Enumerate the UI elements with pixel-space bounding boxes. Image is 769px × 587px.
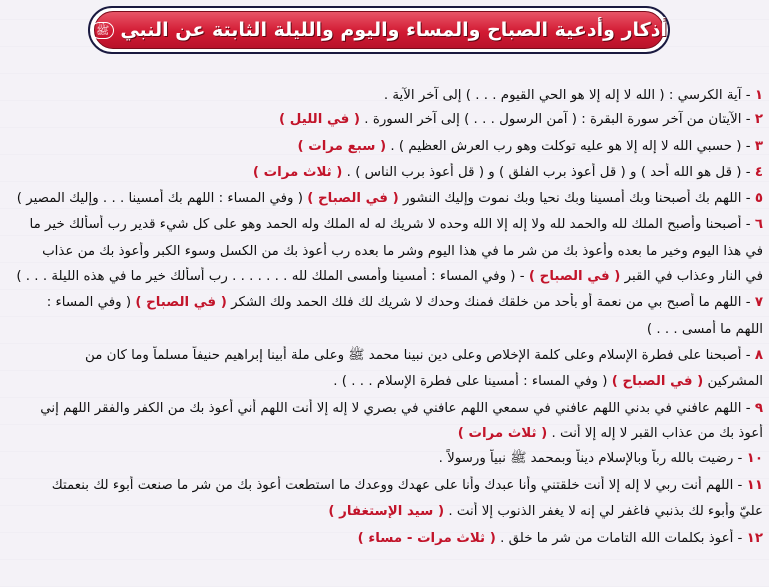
dhikr-line bbox=[6, 293, 763, 313]
page-title: أذكار وأدعية الصباح والمساء واليوم والليلة الثابتة عن النبي bbox=[120, 19, 667, 41]
item-number: ١ bbox=[754, 88, 763, 103]
item-number: ٥ bbox=[754, 191, 763, 206]
dhikr-line bbox=[6, 189, 763, 209]
dhikr-line bbox=[6, 424, 763, 444]
dhikr-text: - أعوذ بكلمات الله التامات من شر ما خلق . bbox=[495, 531, 747, 546]
dhikr-line bbox=[6, 449, 763, 469]
dhikr-line bbox=[6, 529, 763, 549]
dhikr-text: في النار وعذاب في القبر bbox=[620, 269, 763, 284]
repetition-note: ( في الصباح ) bbox=[528, 269, 621, 284]
dhikr-text: اللهم ما أمسى . . . ) bbox=[646, 322, 763, 337]
dhikr-text-tail: ( وفي المساء : bbox=[46, 295, 136, 310]
dhikr-text: عليّ وأبوء لك بذنبي فاغفر لي إنه لا يغفر الذنوب إلا أنت . bbox=[444, 504, 763, 519]
repetition-note: ( في الصباح ) bbox=[135, 295, 227, 310]
repetition-note: ( في الصباح ) bbox=[611, 374, 704, 389]
dhikr-text: المشركين bbox=[703, 374, 763, 389]
item-number: ١١ bbox=[746, 478, 763, 493]
salawat-seal-icon: ﷺ bbox=[91, 22, 114, 39]
dhikr-line bbox=[6, 399, 763, 419]
dhikr-text-tail: - ( وفي المساء : أمسينا وأمسى الملك لله . . . . . . . رب أسألك خير ما في هذه الليلة . . . ) bbox=[16, 269, 529, 284]
item-number: ٦ bbox=[754, 217, 763, 232]
item-number: ٣ bbox=[754, 139, 763, 154]
dhikr-line bbox=[6, 215, 763, 235]
dhikr-line bbox=[6, 346, 763, 366]
dhikr-text: في هذا اليوم وخير ما بعده وأعوذ بك من شر ما في هذا اليوم وشر ما بعده رب أعوذ بك من الكسل وسوء الكبر وأعوذ بك من عذاب bbox=[42, 244, 763, 259]
dhikr-text: أعوذ بك من عذاب القبر لا إله إلا أنت . bbox=[547, 426, 763, 441]
dhikr-line bbox=[6, 502, 763, 522]
item-number: ١٠ bbox=[746, 451, 763, 466]
dhikr-text: - الآيتان من آخر سورة البقرة : ( آمن الرسول . . . ) إلى آخر السورة . bbox=[360, 112, 755, 127]
item-number: ٢ bbox=[754, 112, 763, 127]
title-frame bbox=[88, 6, 670, 54]
repetition-note: ( سبع مرات ) bbox=[297, 139, 387, 154]
repetition-note: ( ثلاث مرات ) bbox=[252, 165, 343, 180]
dhikr-line bbox=[6, 86, 763, 106]
dhikr-line bbox=[6, 267, 763, 287]
item-number: ٨ bbox=[754, 348, 763, 363]
dhikr-text-tail: ( وفي المساء : أمسينا على فطرة الإسلام . . . ) . bbox=[333, 374, 612, 389]
dhikr-text: - أصبحنا وأصبح الملك لله والحمد لله ولا إله إلا الله وحده لا شريك له له الملك وله الحمد وهو على كل شيء قدير رب أسألك خير ما bbox=[29, 217, 755, 232]
dhikr-line bbox=[6, 372, 763, 392]
item-number: ١٢ bbox=[746, 531, 763, 546]
dhikr-line bbox=[6, 242, 763, 262]
dhikr-text: - اللهم أنت ربي لا إله إلا أنت خلقتني وأنا عبدك وأنا على عهدك ووعدك ما استطعت أعوذ بك من شر ما صنعت أبوء لك بنعمتك bbox=[51, 478, 747, 493]
dhikr-line bbox=[6, 137, 763, 157]
repetition-note: ( ثلاث مرات - مساء ) bbox=[357, 531, 496, 546]
dhikr-text: - ( قل هو الله أحد ) و ( قل أعوذ برب الفلق ) و ( قل أعوذ برب الناس ) . bbox=[342, 165, 755, 180]
dhikr-line bbox=[6, 476, 763, 496]
dhikr-text: - اللهم بك أصبحنا وبك أمسينا وبك نحيا وبك نموت وإليك النشور bbox=[398, 191, 755, 206]
dhikr-line bbox=[6, 163, 763, 183]
dhikr-text: - اللهم عافني في بدني اللهم عافني في سمعي اللهم عافني في بصري لا إله إلا أنت اللهم أني أعوذ بك من الكفر والفقر اللهم إني bbox=[40, 401, 755, 416]
item-number: ٧ bbox=[754, 295, 763, 310]
adhkar-list bbox=[6, 78, 763, 583]
dhikr-text: - أصبحنا على فطرة الإسلام وعلى كلمة الإخلاص وعلى دين نبينا محمد ﷺ وعلى ملة أبينا إبراهيم حنيفاً مسلماً وما كان من bbox=[85, 348, 755, 363]
dhikr-text: - آية الكرسي : ( الله لا إله إلا هو الحي القيوم . . . ) إلى آخر الآية . bbox=[383, 88, 755, 103]
dhikr-text-tail: ( وفي المساء : اللهم بك أمسينا . . . وإليك المصير ) bbox=[16, 191, 308, 206]
title-banner bbox=[94, 11, 667, 49]
dhikr-line bbox=[6, 320, 763, 340]
dhikr-text: - ( حسبي الله لا إله إلا هو عليه توكلت وهو رب العرش العظيم ) . bbox=[386, 139, 755, 154]
item-number: ٩ bbox=[754, 401, 763, 416]
dhikr-line bbox=[6, 110, 763, 130]
repetition-note: ( في الليل ) bbox=[279, 112, 361, 127]
repetition-note: ( سيد الإستغفار ) bbox=[328, 504, 445, 519]
dhikr-text: - اللهم ما أصبح بي من نعمة أو بأحد من خلقك فمنك وحدك لا شريك لك فلك الحمد ولك الشكر bbox=[226, 295, 755, 310]
repetition-note: ( ثلاث مرات ) bbox=[457, 426, 548, 441]
item-number: ٤ bbox=[754, 165, 763, 180]
dhikr-text: - رضيت بالله رباً وبالإسلام ديناً وبمحمد ﷺ نبياً ورسولاً . bbox=[438, 451, 747, 466]
repetition-note: ( في الصباح ) bbox=[307, 191, 399, 206]
